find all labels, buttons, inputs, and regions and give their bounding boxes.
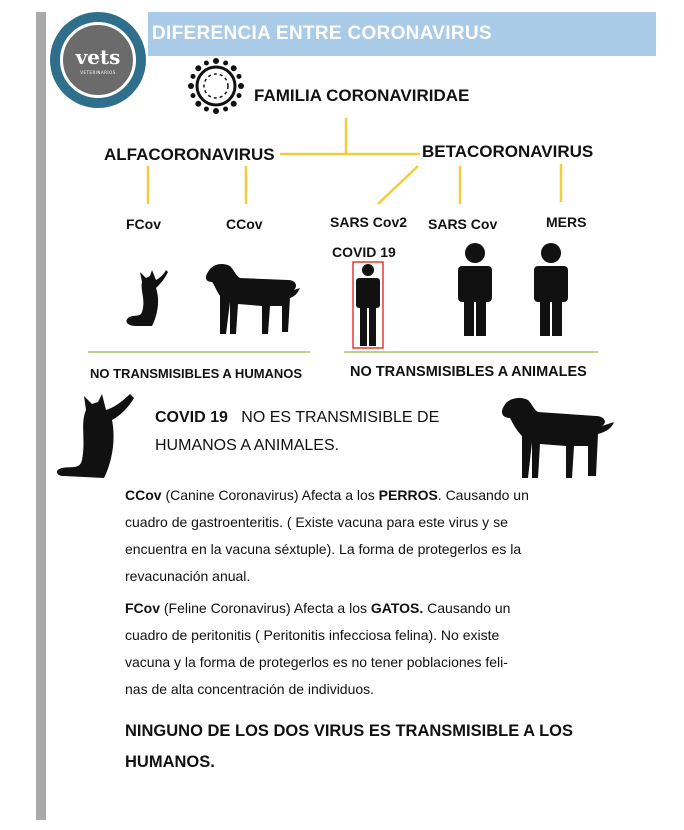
alfa-branch-label: ALFACORONAVIRUS	[104, 145, 275, 164]
covid19-label: COVID 19	[332, 244, 396, 260]
left-group-label: NO TRANSMISIBLES A HUMANOS	[90, 366, 303, 381]
coronavirus-icon	[188, 58, 244, 114]
ccov-paragraph	[125, 482, 529, 590]
conclusion	[125, 716, 573, 778]
beta-branch-label: BETACORONAVIRUS	[422, 142, 594, 161]
conclusion-line: NINGUNO DE LOS DOS VIRUS ES TRANSMISIBLE A LOS	[125, 722, 573, 740]
right-group-label: NO TRANSMISIBLES A ANIMALES	[350, 364, 587, 380]
sars-cov-label: SARS Cov	[428, 216, 498, 232]
mers-label: MERS	[546, 214, 587, 230]
dog-silhouette-icon	[206, 264, 300, 334]
ccov-emphasis: PERROS	[378, 487, 438, 503]
fcov-line: vacuna y la forma de protegerlos es no tener poblaciones feli-	[125, 654, 508, 670]
ccov-label: CCov	[226, 216, 263, 232]
fcov-emphasis: GATOS.	[370, 600, 424, 616]
cat-silhouette-icon	[57, 394, 134, 478]
fcov-name: FCov	[125, 600, 160, 616]
fcov-text: Causando un	[423, 600, 511, 616]
ccov-name: CCov	[125, 487, 162, 503]
person-silhouette-icon	[534, 243, 568, 336]
logo-text: vets	[75, 45, 121, 69]
person-silhouette-icon	[356, 264, 380, 346]
fcov-line: nas de alta concentración de individuos.	[125, 681, 375, 697]
covid-note-line2: HUMANOS A ANIMALES.	[155, 437, 340, 454]
fcov-paragraph	[125, 595, 510, 703]
ccov-text: . Causando un	[437, 487, 529, 503]
cat-silhouette-icon	[126, 270, 168, 326]
covid-note-strong: COVID 19	[155, 409, 228, 426]
fcov-line: cuadro de peritonitis ( Peritonitis infecciosa felina). No existe	[125, 627, 500, 643]
conclusion-line: HUMANOS.	[125, 753, 215, 771]
fcov-text: (Feline Coronavirus) Afecta a los	[160, 600, 371, 616]
covid-note-rest: NO ES TRANSMISIBLE DE	[241, 409, 440, 426]
ccov-text: (Canine Coronavirus) Afecta a los	[161, 487, 379, 503]
sars-cov2-label: SARS Cov2	[330, 214, 408, 230]
covid-note	[155, 404, 439, 460]
logo-subtext: VETERINARIOS	[80, 70, 116, 75]
family-label: FAMILIA CORONAVIRIDAE	[254, 86, 470, 105]
person-silhouette-icon	[458, 243, 492, 336]
title-banner: DIFERENCIA ENTRE CORONAVIRUS	[148, 12, 656, 56]
ccov-line: revacunación anual.	[125, 568, 251, 584]
fcov-label: FCov	[126, 216, 161, 232]
dog-silhouette-icon	[502, 398, 614, 478]
ccov-line: cuadro de gastroenteritis. ( Existe vacuna para este virus y se	[125, 514, 508, 530]
ccov-line: encuentra en la vacuna séxtuple). La forma de protegerlos es la	[125, 541, 522, 557]
